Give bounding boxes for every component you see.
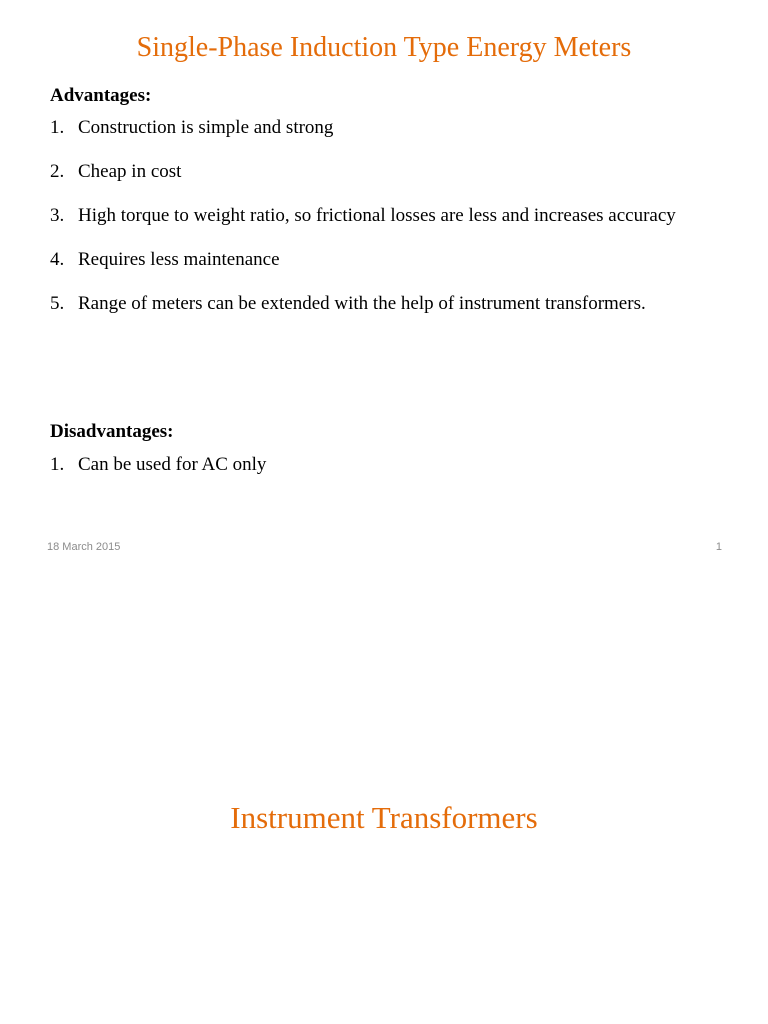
item-text: Range of meters can be extended with the help of instrument transformers. xyxy=(78,293,646,314)
slide-2 xyxy=(0,576,768,1024)
item-number: 1. xyxy=(50,454,65,475)
item-number: 3. xyxy=(50,205,65,226)
item-number: 2. xyxy=(50,161,65,182)
list-item xyxy=(50,291,710,317)
list-item xyxy=(50,159,710,185)
slide-title: Instrument Transformers xyxy=(230,800,538,835)
item-text: High torque to weight ratio, so frictional losses are less and increases accuracy xyxy=(78,205,676,226)
item-number: 1. xyxy=(50,117,65,138)
item-number: 5. xyxy=(50,293,65,314)
list-item xyxy=(50,203,710,229)
advantages-heading: Advantages: xyxy=(50,85,152,106)
list-item xyxy=(50,452,710,478)
item-number: 4. xyxy=(50,249,65,270)
item-text: Cheap in cost xyxy=(78,161,182,182)
disadvantages-list xyxy=(50,452,710,496)
item-text: Can be used for AC only xyxy=(78,454,267,475)
item-text: Requires less maintenance xyxy=(78,249,280,270)
item-text: Construction is simple and strong xyxy=(78,117,334,138)
footer-page-number: 1 xyxy=(715,541,722,553)
footer-date: 18 March 2015 xyxy=(47,541,121,553)
advantages-list xyxy=(50,115,710,335)
list-item xyxy=(50,247,710,273)
slide-title: Single-Phase Induction Type Energy Meters xyxy=(136,32,632,63)
disadvantages-heading: Disadvantages: xyxy=(50,421,174,442)
list-item xyxy=(50,115,710,141)
